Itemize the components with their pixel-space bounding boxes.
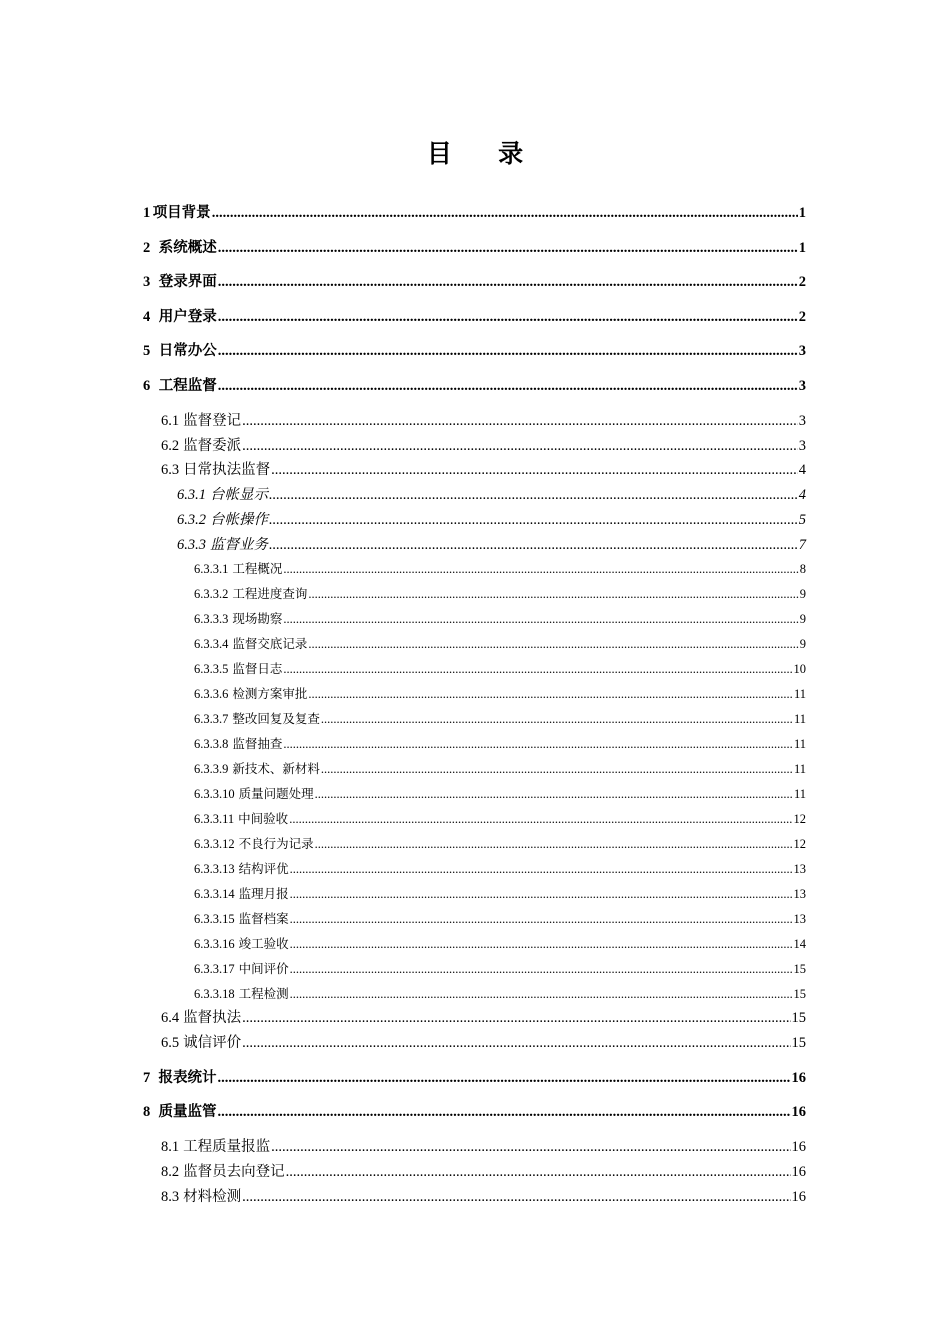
toc-dot-leader [269,512,798,529]
toc-entry[interactable] [161,1031,806,1052]
toc-entry-page: 11 [793,737,806,751]
toc-dot-leader [212,205,798,222]
toc-entry-title: 竣工验收 [238,937,289,951]
toc-entry-title: 现场勘察 [232,612,283,626]
toc-entry[interactable] [194,909,806,927]
toc-entry-title: 质量监管 [158,1104,217,1120]
toc-entry-title: 台帐显示 [210,487,268,503]
toc-entry-title: 不良行为记录 [238,837,314,851]
toc-entry[interactable] [161,1135,806,1156]
toc-entry-title: 监督执法 [183,1010,242,1026]
toc-entry[interactable] [194,959,806,977]
toc-dot-leader [242,1189,790,1206]
toc-entry[interactable] [194,784,806,802]
toc-entry-page: 3 [798,438,806,454]
toc-dot-leader [315,837,793,852]
toc-dot-leader [321,762,793,777]
toc-entry-number: 6.3.2 [177,512,206,528]
toc-entry-number: 6.3.3.2 [194,587,229,601]
toc-entry[interactable] [177,483,806,504]
toc-entry-number: 4 [143,309,151,325]
toc-entry-page: 15 [791,1010,806,1026]
toc-entry[interactable] [194,759,806,777]
toc-entry-page: 15 [793,987,806,1001]
toc-entry-number: 6.5 [161,1035,180,1051]
toc-entry-page: 3 [798,378,806,394]
toc-entry-page: 1 [798,240,806,256]
toc-entry-title: 台帐操作 [210,512,268,528]
toc-entry[interactable] [143,201,806,222]
toc-entry-page: 4 [798,487,806,503]
toc-entry-title: 项目背景 [152,205,211,221]
toc-dot-leader [269,537,798,554]
toc-entry-title: 工程质量报监 [183,1139,271,1155]
toc-entry-title: 报表统计 [158,1070,217,1086]
toc-entry-number: 6.3.3 [177,537,206,553]
toc-entry-number: 6.3.3.17 [194,962,235,976]
toc-entry-title: 日常办公 [158,343,217,359]
toc-entry[interactable] [143,339,806,360]
toc-entry[interactable] [194,584,806,602]
toc-entry-page: 16 [791,1139,806,1155]
toc-entry-page: 11 [793,787,806,801]
toc-entry-title: 登录界面 [158,274,217,290]
toc-entry[interactable] [161,1160,806,1181]
toc-entry[interactable] [143,1100,806,1121]
toc-entry[interactable] [161,434,806,455]
toc-dot-leader [242,413,798,430]
toc-entry-number: 8.2 [161,1164,180,1180]
toc-entry-number: 2 [143,240,151,256]
toc-entry-page: 16 [791,1164,806,1180]
toc-entry-number: 1 [143,205,151,221]
toc-entry[interactable] [143,305,806,326]
toc-entry-page: 11 [793,712,806,726]
toc-entry-number: 3 [143,274,151,290]
toc-entry[interactable] [194,709,806,727]
toc-dot-leader [271,1139,790,1156]
toc-dot-leader [271,462,798,479]
toc-entry-number: 6.3.3.14 [194,887,235,901]
toc-entry-title: 监督登记 [183,413,242,429]
toc-entry-number: 6.3.3.13 [194,862,235,876]
toc-entry[interactable] [194,984,806,1002]
toc-entry[interactable] [143,374,806,395]
toc-entry-number: 6.3.3.4 [194,637,229,651]
toc-dot-leader [290,912,793,927]
toc-dot-leader [242,1035,790,1052]
toc-entry-title: 监督档案 [238,912,289,926]
toc-dot-leader [283,737,793,752]
toc-entry-number: 8 [143,1104,151,1120]
toc-entry[interactable] [194,659,806,677]
toc-entry-page: 11 [793,687,806,701]
toc-entry-page: 2 [798,274,806,290]
toc-dot-leader [315,787,793,802]
toc-entry-title: 监督日志 [232,662,283,676]
toc-entry-number: 6.3.3.6 [194,687,229,701]
toc-entry-title: 中间验收 [238,812,289,826]
toc-entry-page: 3 [798,413,806,429]
toc-entry[interactable] [194,634,806,652]
toc-dot-leader [283,612,798,627]
toc-entry-page: 12 [793,812,806,826]
toc-entry-title: 工程监督 [158,378,217,394]
toc-entry[interactable] [194,734,806,752]
toc-entry[interactable] [194,859,806,877]
toc-entry-title: 系统概述 [158,240,217,256]
toc-entry-number: 6.3.3.16 [194,937,235,951]
toc-entry-title: 监督委派 [183,438,242,454]
toc-entry-title: 工程概况 [232,562,283,576]
toc-dot-leader [290,862,793,877]
toc-entry-number: 6.3.3.5 [194,662,229,676]
toc-dot-leader [242,438,798,455]
toc-dot-leader [218,343,798,360]
toc-entry-page: 16 [791,1189,806,1205]
toc-entry-title: 监督员去向登记 [183,1164,285,1180]
toc-entry-page: 3 [798,343,806,359]
toc-entry[interactable] [194,834,806,852]
toc-entry-title: 中间评价 [238,962,289,976]
toc-entry[interactable] [161,409,806,430]
toc-entry[interactable] [177,533,806,554]
toc-dot-leader [289,812,792,827]
toc-dot-leader [269,487,798,504]
toc-entry-title: 工程检测 [238,987,289,1001]
toc-entry-page: 2 [798,309,806,325]
toc-dot-leader [321,712,793,727]
toc-dot-leader [308,687,793,702]
toc-entry[interactable] [143,270,806,291]
toc-entry-number: 6.3.3.18 [194,987,235,1001]
toc-entry-number: 6.3.1 [177,487,206,503]
toc-entry-number: 6.3.3.7 [194,712,229,726]
toc-dot-leader [218,309,798,326]
toc-entry-title: 材料检测 [183,1189,242,1205]
toc-entry-page: 15 [793,962,806,976]
toc-dot-leader [286,1164,791,1181]
toc-dot-leader [218,378,798,395]
toc-entry-page: 15 [791,1035,806,1051]
toc-dot-leader [290,962,793,977]
toc-entry-page: 4 [798,462,806,478]
toc-dot-leader [290,937,793,952]
toc-entry-title: 检测方案审批 [232,687,308,701]
toc-dot-leader [218,1070,791,1087]
toc-entry-number: 6.4 [161,1010,180,1026]
toc-entry[interactable] [161,458,806,479]
toc-entry[interactable] [194,809,806,827]
toc-entry[interactable] [194,684,806,702]
toc-dot-leader [242,1010,790,1027]
toc-entry[interactable] [194,559,806,577]
toc-entry-number: 6.3.3.15 [194,912,235,926]
toc-entry-page: 10 [793,662,806,676]
toc-entry-number: 8.1 [161,1139,180,1155]
toc-entry-title: 日常执法监督 [183,462,271,478]
toc-entry-number: 6.3.3.8 [194,737,229,751]
toc-entry-page: 12 [793,837,806,851]
toc-entry-page: 8 [799,562,806,576]
toc-entry-title: 诚信评价 [183,1035,242,1051]
toc-entry-number: 6.1 [161,413,180,429]
toc-entry-number: 7 [143,1070,151,1086]
toc-dot-leader [283,662,792,677]
toc-entry-number: 6 [143,378,151,394]
toc-dot-leader [290,987,793,1002]
toc-entry[interactable] [143,236,806,257]
toc-entry-page: 9 [799,587,806,601]
toc-entry-page: 16 [791,1070,806,1086]
toc-entry[interactable] [177,508,806,529]
toc-entry[interactable] [143,1066,806,1087]
toc-entry-number: 6.3 [161,462,180,478]
toc-entry-title: 监理月报 [238,887,289,901]
toc-entry[interactable] [161,1185,806,1206]
toc-dot-leader [283,562,798,577]
toc-entry-page: 13 [793,912,806,926]
toc-entry-title: 监督抽查 [232,737,283,751]
toc-dot-leader [218,240,798,257]
toc-dot-leader [308,587,798,602]
toc-entry-number: 6.2 [161,438,180,454]
toc-entry[interactable] [194,934,806,952]
toc-entry-page: 1 [798,205,806,221]
toc-entry-number: 6.3.3.11 [194,812,235,826]
toc-entry-page: 14 [793,937,806,951]
toc-entry-title: 质量问题处理 [238,787,314,801]
toc-entry-page: 13 [793,862,806,876]
toc-entry-page: 9 [799,637,806,651]
toc-entry-page: 16 [791,1104,806,1120]
toc-entry-title: 监督交底记录 [232,637,308,651]
toc-entry-page: 11 [793,762,806,776]
toc-title: 目 录 [426,141,544,168]
toc-entry[interactable] [161,1006,806,1027]
toc-entry[interactable] [194,884,806,902]
toc-entry-title: 新技术、新材料 [232,762,320,776]
toc-entry[interactable] [194,609,806,627]
toc-dot-leader [290,887,793,902]
toc-entry-number: 5 [143,343,151,359]
toc-dot-leader [218,1104,791,1121]
toc-entry-number: 6.3.3.3 [194,612,229,626]
toc-dot-leader [308,637,798,652]
toc-entry-number: 6.3.3.9 [194,762,229,776]
toc-dot-leader [218,274,798,291]
toc-entry-page: 5 [798,512,806,528]
toc-entry-title: 结构评优 [238,862,289,876]
toc-entry-number: 6.3.3.1 [194,562,229,576]
toc-entry-title: 用户登录 [158,309,217,325]
toc-entry-title: 监督业务 [210,537,268,553]
toc-entry-number: 6.3.3.10 [194,787,235,801]
toc-entry-number: 8.3 [161,1189,180,1205]
toc-entry-page: 9 [799,612,806,626]
toc-entry-title: 整改回复及复查 [232,712,320,726]
toc-entry-number: 6.3.3.12 [194,837,235,851]
toc-entry-title: 工程进度查询 [232,587,308,601]
toc-entry-page: 7 [798,537,806,553]
toc-entry-page: 13 [793,887,806,901]
